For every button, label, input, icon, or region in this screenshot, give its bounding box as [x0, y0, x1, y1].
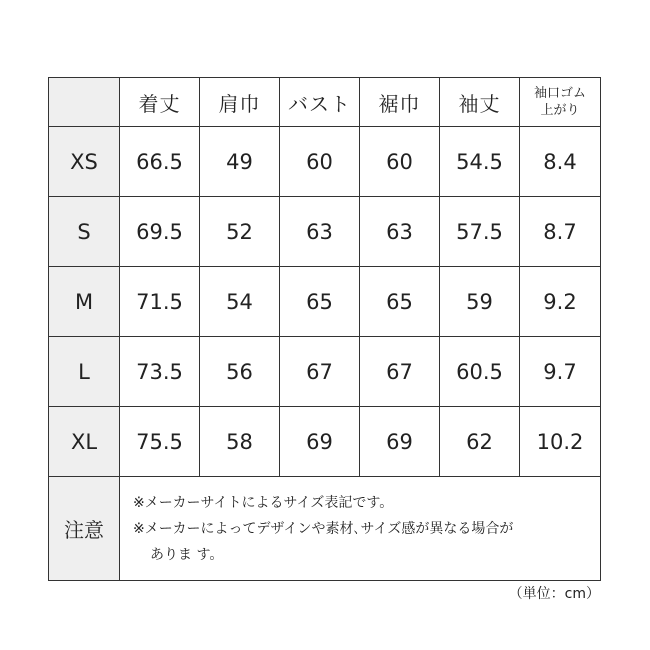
note-body [120, 477, 601, 581]
table-cell: 60 [360, 127, 440, 197]
table-row [49, 127, 601, 197]
header-sleeve: 袖丈 [440, 78, 520, 127]
corner-cell [49, 78, 120, 127]
header-cuff-line2: 上がり [540, 103, 580, 118]
size-chart-table [48, 77, 601, 581]
unit-note: （単位：cm） [508, 586, 600, 602]
table-cell: 59 [440, 267, 520, 337]
table-cell: 54.5 [440, 127, 520, 197]
table-cell: 49 [200, 127, 280, 197]
size-label: M [49, 267, 120, 337]
size-label: L [49, 337, 120, 407]
table-cell: 63 [360, 197, 440, 267]
table-cell: 62 [440, 407, 520, 477]
table-cell: 66.5 [120, 127, 200, 197]
table-row [49, 337, 601, 407]
table-cell: 65 [280, 267, 360, 337]
note-row [49, 477, 601, 581]
table-cell: 60.5 [440, 337, 520, 407]
size-label: XS [49, 127, 120, 197]
table-row [49, 197, 601, 267]
note-label: 注意 [49, 477, 120, 581]
table-cell: 69.5 [120, 197, 200, 267]
table-cell: 54 [200, 267, 280, 337]
table-cell: 71.5 [120, 267, 200, 337]
table-cell: 58 [200, 407, 280, 477]
table-cell: 57.5 [440, 197, 520, 267]
table-cell: 65 [360, 267, 440, 337]
table-cell: 69 [360, 407, 440, 477]
table-cell: 10.2 [520, 407, 601, 477]
table-cell: 73.5 [120, 337, 200, 407]
size-label: S [49, 197, 120, 267]
table-cell: 52 [200, 197, 280, 267]
table-row [49, 267, 601, 337]
table-cell: 67 [280, 337, 360, 407]
header-hem: 裾巾 [360, 78, 440, 127]
table-row [49, 407, 601, 477]
header-cuff-line1: 袖口ゴム [533, 86, 586, 101]
table-cell: 8.4 [520, 127, 601, 197]
note-line: ※メーカーによってデザインや素材､サイズ感が異なる場合が [133, 520, 514, 537]
header-bust: バスト [280, 78, 360, 127]
table-cell: 67 [360, 337, 440, 407]
header-length: 着丈 [120, 78, 200, 127]
table-cell: 8.7 [520, 197, 601, 267]
note-line: ありま す。 [150, 546, 224, 563]
table-cell: 56 [200, 337, 280, 407]
table-cell: 9.2 [520, 267, 601, 337]
header-cuff [520, 78, 601, 127]
table-cell: 69 [280, 407, 360, 477]
header-row [49, 78, 601, 127]
note-line: ※メーカーサイトによるサイズ表記です。 [133, 494, 394, 511]
table-cell: 60 [280, 127, 360, 197]
table-cell: 63 [280, 197, 360, 267]
header-shoulder: 肩巾 [200, 78, 280, 127]
table-cell: 75.5 [120, 407, 200, 477]
size-label: XL [49, 407, 120, 477]
table-cell: 9.7 [520, 337, 601, 407]
